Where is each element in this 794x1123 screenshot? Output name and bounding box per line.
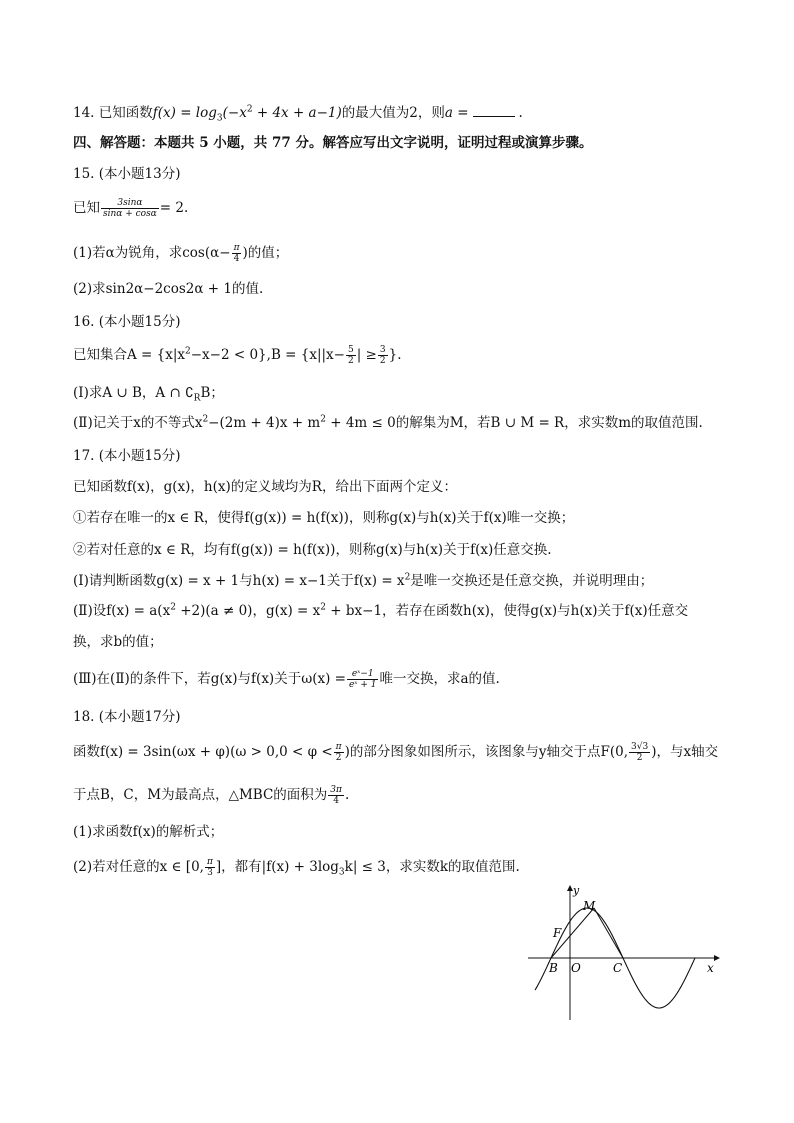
q18-part2: (2)若对任意的x ∈ [0, $\frac{\pi}{3}$ ]，都有$|f(x) + 3\log_3k| \le 3$，求实数k的取值范围. [73,857,520,878]
q16-part1: (Ⅰ)求A ∪ B，A ∩ $∁_RB$； [73,385,224,404]
fraction: $\frac{\pi}{2}$ [335,742,342,763]
sine-graph-figure [525,880,725,1025]
label-x: x [707,961,714,975]
section-title: 四、解答题：本题共 5 小题，共 77 分。解答应写出文字说明，证明过程或演算步骤。 [73,135,593,151]
fraction: $\frac{3\sin\alpha}{\sin\alpha + \cos\alpha}$ [103,198,157,219]
q17-def1: ①若存在唯一的x ∈ R，使得f(g(x)) = h(f(x))，则称g(x)与h(x)关于f(x)唯一交换； [73,510,575,526]
fraction: $\frac{\pi}{4}$ [233,243,240,264]
label-m: M [583,899,596,913]
q18-line2: 于点B，C，M为最高点，△MBC的面积为 $\frac{3\pi}{4}$ . [73,785,350,806]
answer-blank [473,104,515,117]
q16-given: 已知集合$A = \{x|x^2-x-2 < 0\},B = \{x||x-$ $\frac{5}{2}$ | ≥ $\frac{3}{2}$ }. [73,345,402,366]
fraction: $\frac{3\pi}{4}$ [330,785,342,806]
fraction: $\frac{3}{2}$ [379,345,386,366]
q15-given: 已知 $\frac{3\sin\alpha}{\sin\alpha + \cos\alpha}$ = 2. [73,198,189,219]
q15-part1: (1)若α为锐角，求cos(α− $\frac{\pi}{4}$ )的值； [73,243,289,264]
q17-part1: (Ⅰ)请判断函数g(x) = x + 1与h(x) = x−1关于$f(x) = x^2$是唯一交换还是任意交换，并说明理由； [73,572,654,589]
q17-def2: ②若对任意的x ∈ R，均有f(g(x)) = h(f(x))，则称g(x)与h(x)关于f(x)任意交换. [73,542,552,558]
q18-line1: 函数f(x) = 3sin(ωx + φ)(ω > 0,0 < φ < $\frac{\pi}{2}$ )的部分图象如图所示，该图象与y轴交于点F(0, $\frac{3√3}{2}$ )，与x轴交 [73,742,719,763]
q17-header: 17. (本小题15分) [73,448,181,464]
q17-part3: (Ⅲ)在(Ⅱ)的条件下，若g(x)与f(x)关于ω(x) = $\frac{\text{eˣ−1}}{\text{eˣ + 1}}$ 唯一交换，求a的值. [73,669,500,690]
label-c: C [613,961,623,975]
fraction: $\frac{3√3}{2}$ [631,742,649,763]
q18-header: 18. (本小题17分) [73,709,181,725]
q15-part2: (2)求sin2α−2cos2α + 1的值. [73,281,264,297]
q17-part2: (Ⅱ)设$f(x) = a(x^2 +2)(a \ne 0)$，$g(x) = x^2 + bx-1$，若存在函数h(x)，使得g(x)与h(x)关于f(x)任意交 [73,602,689,619]
q17-intro: 已知函数f(x)，g(x)，h(x)的定义域均为R，给出下面两个定义： [73,479,457,495]
q16-header: 16. (本小题15分) [73,314,181,330]
q17-part2-cont: 换，求b的值； [73,634,163,650]
label-y: y [573,884,580,897]
fraction: $\frac{\text{eˣ−1}}{\text{eˣ + 1}}$ [348,669,377,690]
q18-part1: (1)求函数f(x)的解析式； [73,824,224,840]
fraction: $\frac{5}{2}$ [347,345,354,366]
q14-line: 14. 已知函数$f(x) = \log_3(-x^2 + 4x + a-1)$的最大值为2，则a = . [73,104,523,124]
segment-mc [594,908,623,958]
label-b: B [549,961,558,975]
q16-part2: (Ⅱ)记关于x的不等式$x^2-(2m + 4)x + m^2 + 4m \le 0$的解集为M，若B ∪ M = R，求实数m的取值范围. [73,414,703,431]
fraction: $\frac{\pi}{3}$ [206,857,213,878]
label-o: O [571,961,581,975]
label-f: F [553,926,562,940]
q15-header: 15. (本小题13分) [73,166,181,182]
